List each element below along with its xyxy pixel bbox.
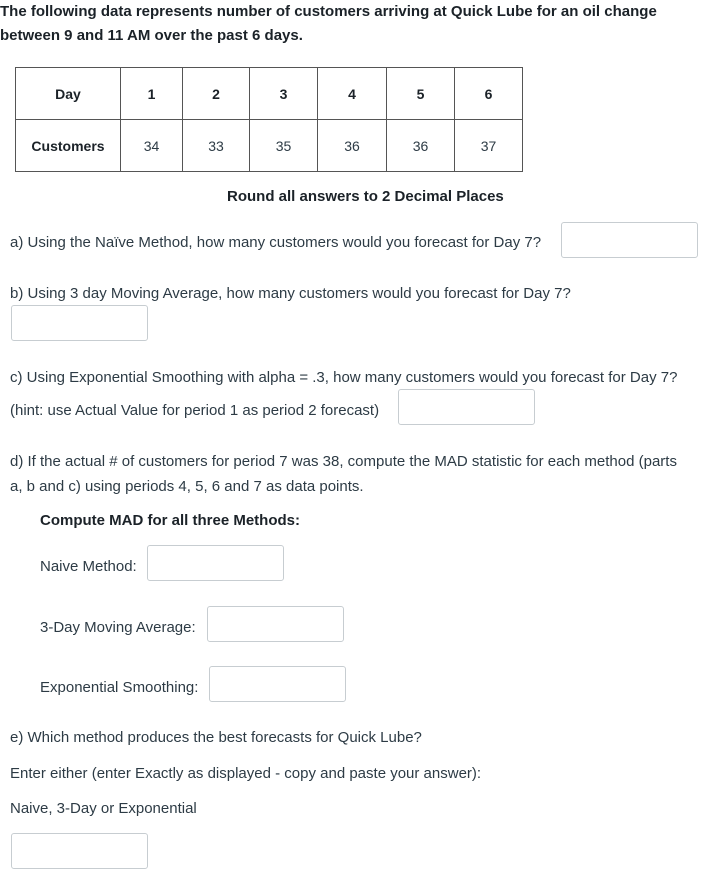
question-e: e) Which method produces the best forecasts for Quick Lube? — [10, 729, 422, 746]
question-c-hint: (hint: use Actual Value for period 1 as period 2 forecast) — [10, 402, 380, 419]
question-b: b) Using 3 day Moving Average, how many customers would you forecast for Day 7? — [10, 285, 571, 302]
answer-e-input[interactable] — [11, 833, 148, 869]
customer-cell: 33 — [183, 120, 250, 172]
mad-naive-input[interactable] — [147, 545, 284, 581]
day-cell: 4 — [318, 68, 387, 120]
table-row-customers — [16, 120, 523, 172]
customer-cell: 35 — [250, 120, 318, 172]
customer-cell: 34 — [121, 120, 183, 172]
mad-exponential-input[interactable] — [209, 666, 346, 702]
rounding-note: Round all answers to 2 Decimal Places — [227, 188, 504, 205]
row-label-day: Day — [16, 68, 121, 120]
mad-heading: Compute MAD for all three Methods: — [40, 512, 301, 529]
day-cell: 1 — [121, 68, 183, 120]
question-a: a) Using the Naïve Method, how many customers would you forecast for Day 7? — [10, 234, 542, 251]
customer-cell: 37 — [455, 120, 523, 172]
day-cell: 6 — [455, 68, 523, 120]
answer-c-input[interactable] — [398, 389, 535, 425]
row-label-customers: Customers — [16, 120, 121, 172]
customer-cell: 36 — [387, 120, 455, 172]
day-cell: 5 — [387, 68, 455, 120]
customer-cell: 36 — [318, 120, 387, 172]
mad-moving-average-label: 3-Day Moving Average: — [40, 619, 196, 636]
mad-naive-label: Naive Method: — [40, 558, 137, 575]
day-cell: 3 — [250, 68, 318, 120]
question-e-instructions: Enter either (enter Exactly as displayed - copy and paste your answer): — [10, 765, 482, 782]
customer-data-table — [15, 67, 523, 172]
intro-text: The following data represents number of customers arriving at Quick Lube for an oil change between 9 and 11 AM over the past 6 days. — [0, 3, 657, 44]
question-d-line1: d) If the actual # of customers for period 7 was 38, compute the MAD statistic for each method (parts — [10, 453, 677, 470]
question-e-options: Naive, 3-Day or Exponential — [10, 800, 197, 817]
table-row-day — [16, 68, 523, 120]
day-cell: 2 — [183, 68, 250, 120]
mad-exponential-label: Exponential Smoothing: — [40, 679, 199, 696]
answer-b-input[interactable] — [11, 305, 148, 341]
question-d-line2: a, b and c) using periods 4, 5, 6 and 7 as data points. — [10, 478, 364, 495]
mad-moving-average-input[interactable] — [207, 606, 344, 642]
question-c: c) Using Exponential Smoothing with alpha = .3, how many customers would you forecast for Day 7? — [10, 369, 678, 386]
answer-a-input[interactable] — [561, 222, 698, 258]
